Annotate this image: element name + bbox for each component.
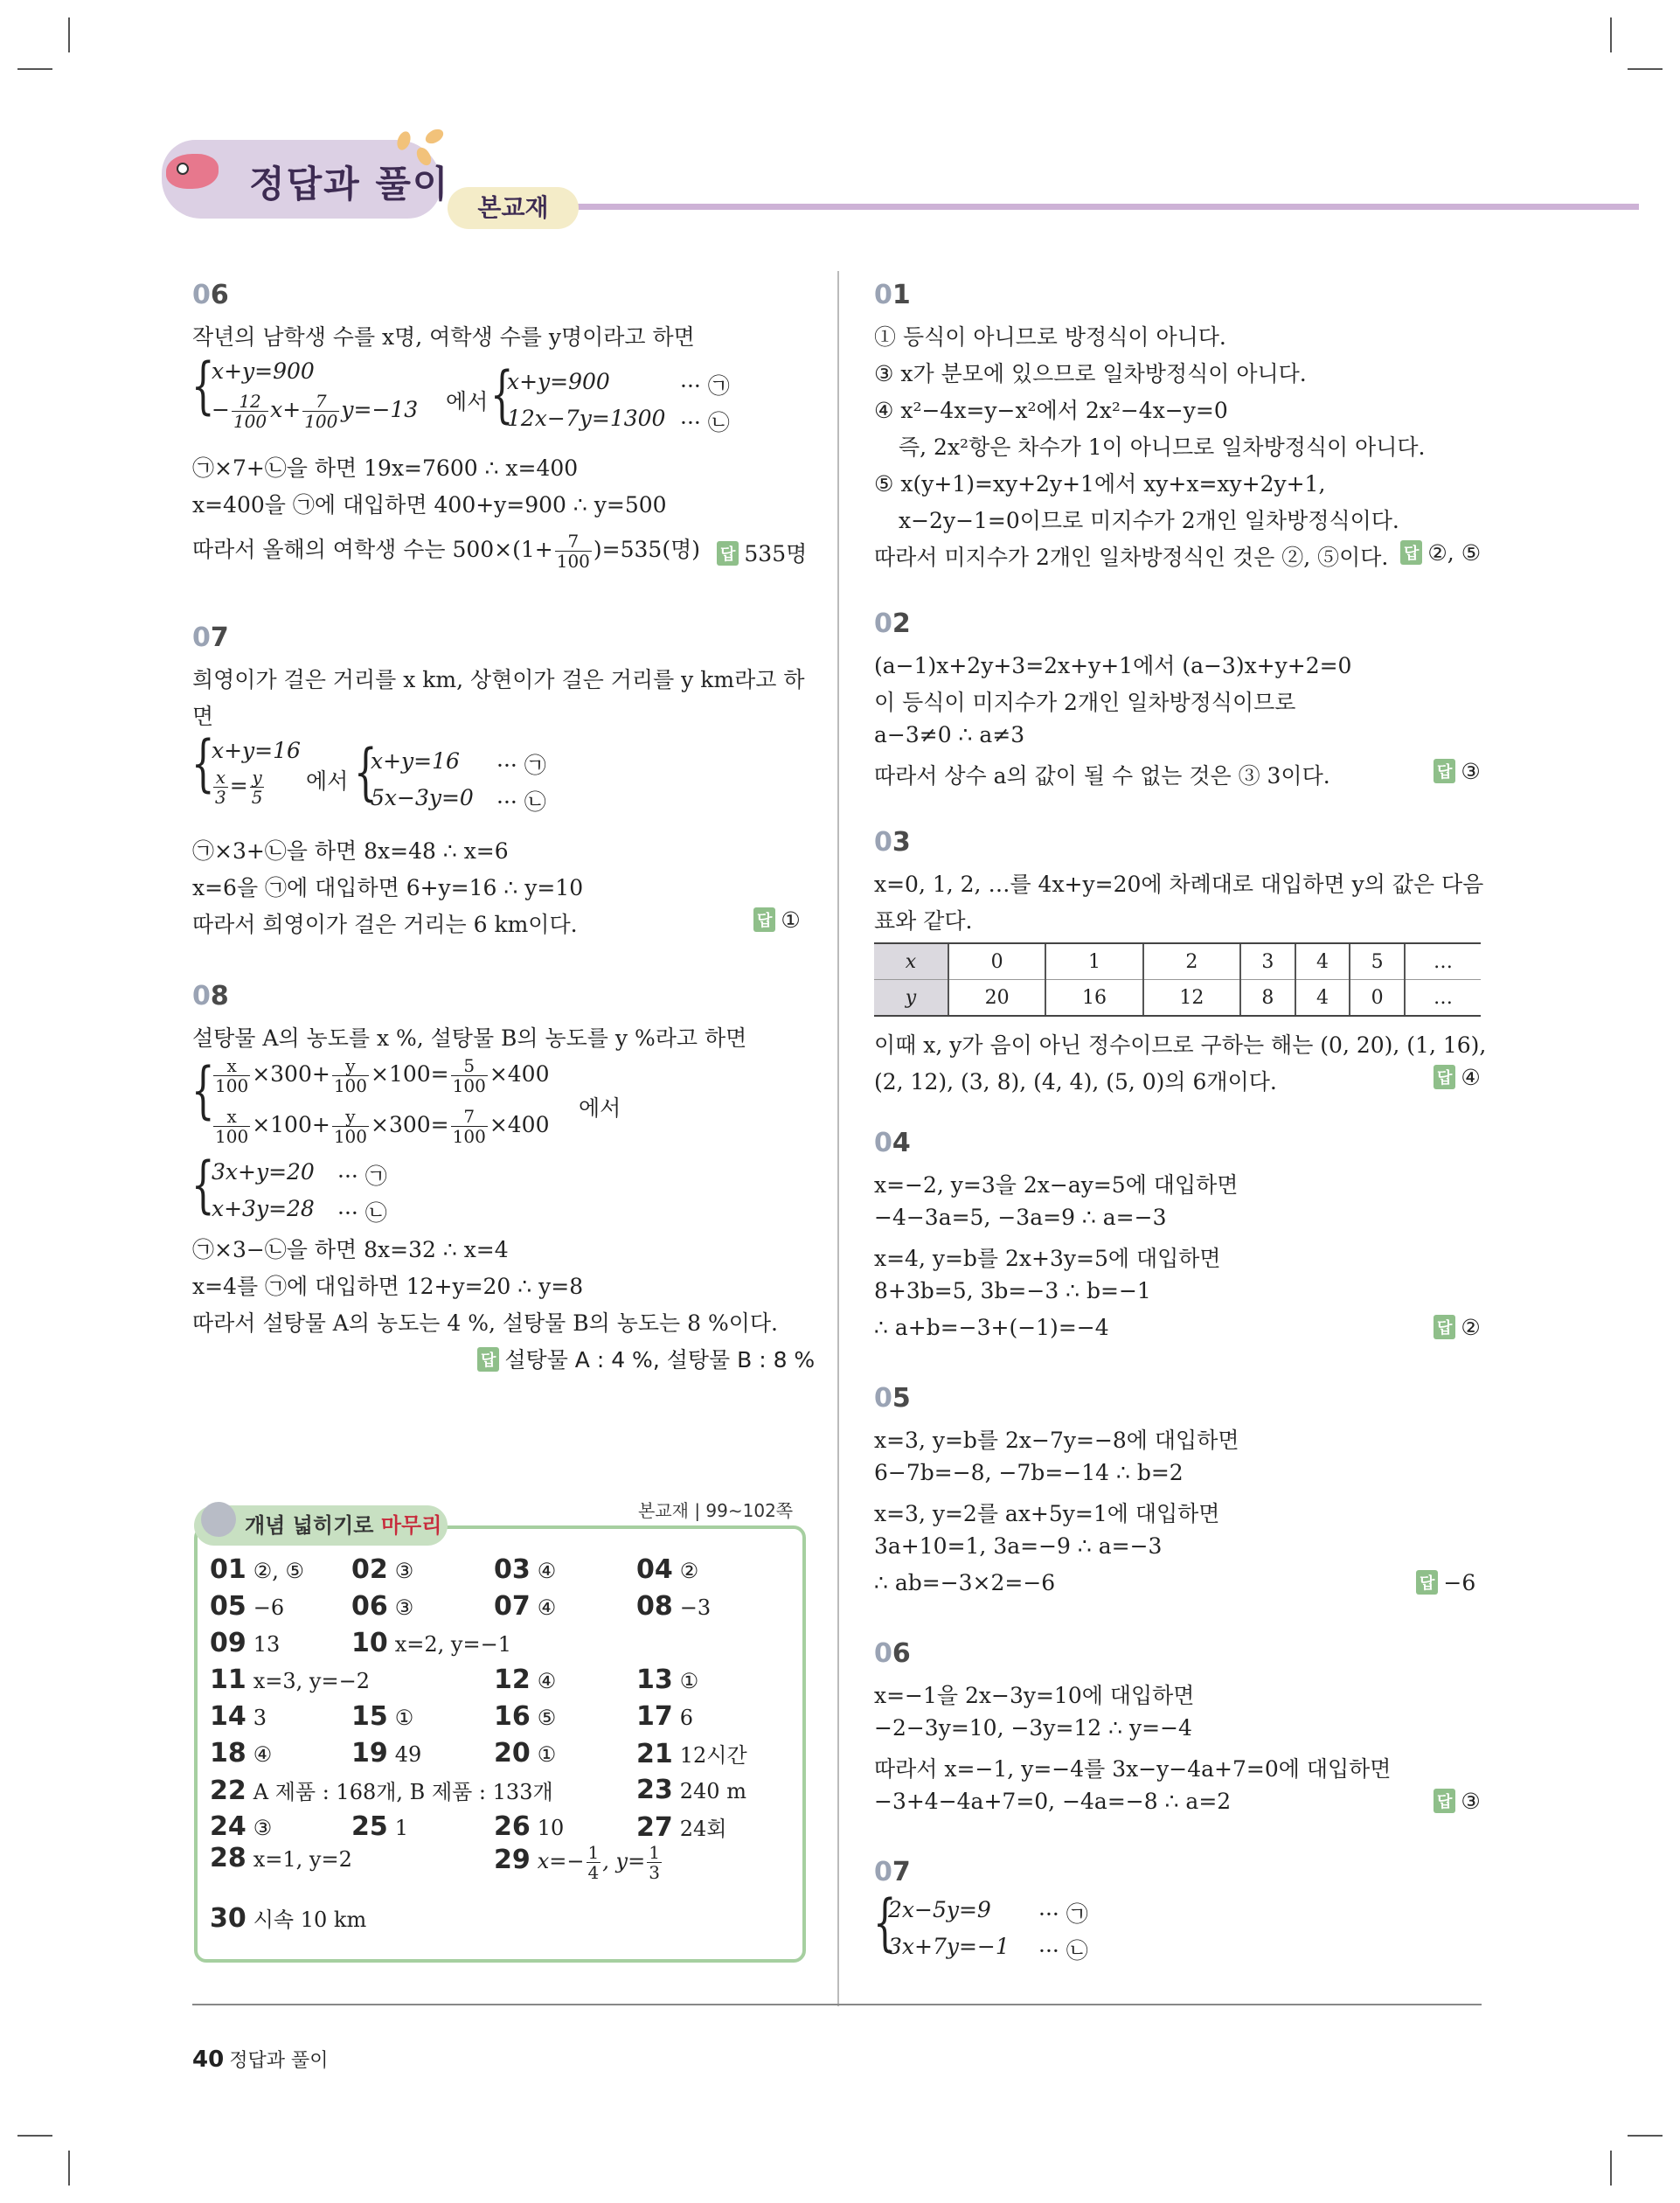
frac-den: 100 xyxy=(233,411,267,432)
equation: x+y=16 xyxy=(371,748,460,774)
text-line: 에서 xyxy=(446,389,489,414)
text-line: 8+3b=5, 3b=−3 ∴ b=−1 xyxy=(874,1278,1151,1303)
fraction xyxy=(213,1107,250,1146)
frac-num: x xyxy=(213,1056,250,1076)
text-line: 면 xyxy=(192,704,214,729)
item-answer: ④ xyxy=(537,1559,557,1583)
item-answer: −3 xyxy=(679,1595,712,1620)
frac-num: 7 xyxy=(302,392,339,412)
text-line: 희영이가 걸은 거리를 x km, 상현이가 걸은 거리를 y km라고 하 xyxy=(192,667,805,692)
equation-marker: ··· ㉡ xyxy=(1038,1938,1088,1963)
crop-mark xyxy=(1628,2135,1663,2137)
summary-item xyxy=(494,1591,556,1622)
column-divider xyxy=(837,271,839,2006)
frac-den: 100 xyxy=(304,411,338,432)
summary-item xyxy=(210,1664,370,1695)
eq-part: − xyxy=(212,397,230,422)
table-header-x: x xyxy=(874,943,948,980)
page-footer xyxy=(192,2046,328,2073)
eq-part: y=−13 xyxy=(341,397,419,422)
answer xyxy=(717,537,807,568)
item-number: 30 xyxy=(210,1903,246,1934)
brace: { xyxy=(191,727,215,799)
table-cell: 3 xyxy=(1240,943,1295,980)
fraction xyxy=(232,392,268,431)
table-cell: 12 xyxy=(1143,980,1240,1017)
answer-badge: 답 xyxy=(477,1347,499,1372)
fraction xyxy=(647,1843,662,1882)
problem-number: 07 xyxy=(874,1857,911,1887)
fraction xyxy=(302,392,339,431)
item-number: 22 xyxy=(210,1776,246,1806)
item-number: 28 xyxy=(210,1843,246,1873)
fraction xyxy=(451,1056,488,1095)
problem-number: 06 xyxy=(192,280,229,310)
brace: { xyxy=(191,350,215,421)
eq-part: ×400 xyxy=(489,1061,550,1087)
frac-num: 1 xyxy=(587,1842,600,1863)
text-line: 에서 xyxy=(306,768,349,794)
equation: 12x−7y=1300 xyxy=(507,406,666,431)
summary-item xyxy=(494,1701,556,1732)
text-line xyxy=(192,532,700,571)
frac-den: 4 xyxy=(587,1862,600,1883)
item-number: 27 xyxy=(636,1812,673,1843)
summary-item xyxy=(210,1775,553,1806)
problem-number: 08 xyxy=(192,981,229,1011)
fraction xyxy=(213,768,228,807)
item-number: 07 xyxy=(494,1591,531,1622)
answer xyxy=(1434,759,1481,784)
brace: { xyxy=(872,1887,897,1958)
equation xyxy=(212,392,418,431)
item-number: 26 xyxy=(494,1811,531,1842)
frac-num: x xyxy=(213,768,228,788)
equation-marker: ··· ㉡ xyxy=(680,410,730,435)
item-number: 09 xyxy=(210,1628,246,1658)
eq-part: ×100= xyxy=(371,1061,449,1087)
summary-item xyxy=(494,1738,556,1769)
summary-item xyxy=(636,1738,747,1769)
problem-number: 06 xyxy=(874,1638,911,1669)
summary-tab-label: 개념 넓히기로 xyxy=(245,1513,374,1538)
item-number: 02 xyxy=(351,1554,388,1585)
text-line: 이때 x, y가 음이 아닌 정수이므로 구하는 해는 (0, 20), (1, 16), xyxy=(874,1032,1487,1058)
fraction xyxy=(451,1107,488,1146)
text-line: 6−7b=−8, −7b=−14 ∴ b=2 xyxy=(874,1460,1184,1485)
summary-item xyxy=(636,1664,698,1695)
equation-marker: ··· ㉡ xyxy=(337,1200,387,1226)
text-line: −4−3a=5, −3a=9 ∴ a=−3 xyxy=(874,1205,1167,1230)
answer-badge: 답 xyxy=(1416,1570,1438,1595)
footer-label: 정답과 풀이 xyxy=(229,2050,329,2072)
frac-num: 7 xyxy=(451,1107,488,1127)
item-answer: 10 xyxy=(537,1816,565,1840)
text-line: 이 등식이 미지수가 2개인 일차방정식이므로 xyxy=(874,690,1296,715)
item-number: 05 xyxy=(210,1591,246,1622)
text-line: x=3, y=b를 2x−7y=−8에 대입하면 xyxy=(874,1428,1239,1453)
text-line: x−2y−1=0이므로 미지수가 2개인 일차방정식이다. xyxy=(899,508,1399,533)
frac-num: x xyxy=(213,1107,250,1127)
summary-item xyxy=(210,1843,352,1873)
summary-item xyxy=(210,1811,272,1842)
problem-number: 05 xyxy=(874,1383,911,1414)
text-line: ㉠×3−㉡을 하면 8x=32 ∴ x=4 xyxy=(192,1237,509,1262)
fish-eye-icon xyxy=(177,163,189,175)
text-part: 따라서 올해의 여학생 수는 500×(1+ xyxy=(192,537,553,562)
table-cell: 5 xyxy=(1350,943,1405,980)
answer-text: −6 xyxy=(1443,1570,1476,1595)
summary-item xyxy=(494,1843,663,1882)
header-rule xyxy=(455,204,1639,210)
problem-number: 02 xyxy=(874,608,911,639)
item-answer: 24회 xyxy=(679,1817,727,1841)
text-line: 에서 xyxy=(579,1095,621,1121)
text-line: 따라서 미지수가 2개인 일차방정식인 것은 ②, ⑤이다. xyxy=(874,545,1389,570)
text-line: x=−1을 2x−3y=10에 대입하면 xyxy=(874,1683,1195,1708)
answer-text: ③ xyxy=(1461,1789,1481,1814)
page-number: 40 xyxy=(192,2047,225,2073)
item-number: 08 xyxy=(636,1591,673,1622)
text-line: 3a+10=1, 3a=−9 ∴ a=−3 xyxy=(874,1533,1163,1559)
fraction xyxy=(213,1056,250,1095)
answer-text: ③ xyxy=(1461,759,1481,784)
equation: x+3y=28 xyxy=(212,1196,315,1221)
equation-marker: ··· ㉠ xyxy=(1038,1901,1088,1927)
summary-item xyxy=(351,1811,408,1842)
item-answer: 3 xyxy=(253,1706,267,1730)
summary-item xyxy=(210,1701,267,1732)
item-answer: −6 xyxy=(253,1595,285,1620)
answer-text: ②, ⑤ xyxy=(1427,540,1482,566)
item-number: 20 xyxy=(494,1738,531,1769)
table-cell: 0 xyxy=(1350,980,1405,1017)
summary-item xyxy=(210,1554,304,1585)
text-line: 따라서 희영이가 걸은 거리는 6 km이다. xyxy=(192,912,578,937)
equation xyxy=(212,1056,549,1095)
table-cell: 16 xyxy=(1045,980,1142,1017)
problem-number: 07 xyxy=(192,622,229,653)
eq-part: ×300+ xyxy=(252,1061,330,1087)
item-answer: A 제품 : 168개, B 제품 : 133개 xyxy=(253,1780,553,1804)
item-answer: ⑤ xyxy=(537,1706,557,1730)
fraction xyxy=(555,532,592,571)
summary-item xyxy=(494,1554,556,1585)
fraction xyxy=(250,768,265,807)
answer xyxy=(1400,540,1481,566)
item-answer: , y= xyxy=(602,1849,646,1873)
item-answer: ③ xyxy=(394,1595,414,1620)
summary-item xyxy=(636,1811,726,1843)
table-row xyxy=(874,943,1481,980)
summary-item xyxy=(210,1902,366,1934)
equation: 3x+7y=−1 xyxy=(888,1934,1010,1959)
frac-den: 100 xyxy=(215,1126,249,1147)
item-number: 29 xyxy=(494,1845,531,1875)
frac-num: y xyxy=(250,768,265,788)
section-tag: 본교재 xyxy=(448,187,579,229)
item-answer: ②, ⑤ xyxy=(253,1559,305,1583)
value-table xyxy=(874,942,1481,1017)
frac-den: 100 xyxy=(333,1126,367,1147)
equation: x+y=16 xyxy=(212,738,301,763)
equation xyxy=(212,1107,549,1146)
answer xyxy=(1434,1315,1481,1340)
text-line: −2−3y=10, −3y=12 ∴ y=−4 xyxy=(874,1715,1192,1741)
page-title: 정답과 풀이 xyxy=(249,163,450,205)
answer-text: 535명 xyxy=(744,541,808,566)
item-answer: 시속 10 km xyxy=(253,1908,367,1932)
fraction xyxy=(332,1107,369,1146)
answer-text: ① xyxy=(781,907,801,933)
answer-badge: 답 xyxy=(1434,759,1455,783)
fraction xyxy=(587,1843,601,1882)
text-line: 즉, 2x²항은 차수가 1이 아니므로 일차방정식이 아니다. xyxy=(899,434,1426,460)
text-line: ∴ ab=−3×2=−6 xyxy=(874,1570,1056,1595)
text-line: 따라서 상수 a의 값이 될 수 없는 것은 ③ 3이다. xyxy=(874,763,1330,789)
item-number: 10 xyxy=(351,1628,388,1658)
frac-num: 5 xyxy=(451,1056,488,1076)
text-line: −3+4−4a+7=0, −4a=−8 ∴ a=2 xyxy=(874,1789,1232,1814)
eq-part: ×300= xyxy=(371,1112,449,1137)
eq-part: ×100+ xyxy=(252,1112,330,1137)
text-line: x=4, y=b를 2x+3y=5에 대입하면 xyxy=(874,1246,1221,1271)
item-number: 23 xyxy=(636,1775,673,1805)
answer-badge: 답 xyxy=(1434,1315,1455,1339)
text-line: ① 등식이 아니므로 방정식이 아니다. xyxy=(874,324,1226,350)
frac-den: 100 xyxy=(556,551,590,572)
eq-part: x+ xyxy=(270,397,302,422)
frac-den: 100 xyxy=(215,1075,249,1096)
summary-item xyxy=(210,1738,272,1769)
answer xyxy=(477,1343,815,1374)
frac-num: 1 xyxy=(649,1842,660,1863)
item-answer: 6 xyxy=(679,1706,694,1730)
answer-badge: 답 xyxy=(1434,1065,1455,1089)
summary-item xyxy=(494,1811,564,1842)
answer-text: ④ xyxy=(1461,1065,1481,1090)
frac-num: y xyxy=(332,1107,369,1127)
table-cell: 8 xyxy=(1240,980,1295,1017)
item-answer: ④ xyxy=(253,1742,273,1767)
summary-item xyxy=(636,1554,698,1585)
frac-den: 5 xyxy=(251,787,263,808)
crop-mark xyxy=(1628,68,1663,70)
text-line: a−3≠0 ∴ a≠3 xyxy=(874,722,1025,747)
answer-badge: 답 xyxy=(1434,1789,1455,1813)
summary-item xyxy=(351,1738,421,1769)
summary-item xyxy=(351,1701,413,1732)
brace: { xyxy=(191,1054,215,1126)
frac-num: 12 xyxy=(232,392,268,412)
table-cell: … xyxy=(1405,980,1481,1017)
equation-marker: ··· ㉠ xyxy=(337,1164,387,1189)
summary-item xyxy=(210,1591,284,1622)
text-line: ㉠×3+㉡을 하면 8x=48 ∴ x=6 xyxy=(192,838,509,864)
equation: x+y=900 xyxy=(212,358,315,384)
fish-icon xyxy=(166,154,219,189)
frac-num: 7 xyxy=(555,532,592,552)
item-number: 19 xyxy=(351,1738,388,1769)
answer xyxy=(1434,1065,1481,1090)
table-cell: 0 xyxy=(948,943,1045,980)
item-answer: x=− xyxy=(537,1849,585,1873)
text-part: )=535(명) xyxy=(593,537,700,562)
summary-item xyxy=(351,1628,511,1658)
summary-item xyxy=(351,1554,413,1585)
frac-den: 100 xyxy=(452,1075,486,1096)
table-header-y: y xyxy=(874,980,948,1017)
item-answer: 49 xyxy=(394,1742,422,1767)
crop-mark xyxy=(68,17,70,52)
text-line: x=400을 ㉠에 대입하면 400+y=900 ∴ y=500 xyxy=(192,492,667,518)
crop-mark xyxy=(1610,17,1612,52)
text-line: 따라서 x=−1, y=−4를 3x−y−4a+7=0에 대입하면 xyxy=(874,1756,1392,1782)
item-number: 25 xyxy=(351,1811,388,1842)
item-answer: ① xyxy=(679,1669,699,1693)
eq-part: = xyxy=(229,773,248,798)
crop-mark xyxy=(68,2151,70,2186)
frac-den: 3 xyxy=(649,1862,660,1883)
item-answer: 240 m xyxy=(679,1779,746,1803)
text-line: 따라서 설탕물 A의 농도는 4 %, 설탕물 B의 농도는 8 %이다. xyxy=(192,1310,778,1336)
equation-marker: ··· ㉡ xyxy=(496,789,546,815)
item-number: 06 xyxy=(351,1591,388,1622)
crop-mark xyxy=(1610,2151,1612,2186)
equation xyxy=(212,768,266,807)
frac-den: 3 xyxy=(215,787,226,808)
text-line: (2, 12), (3, 8), (4, 4), (5, 0)의 6개이다. xyxy=(874,1069,1277,1095)
summary-item xyxy=(636,1775,746,1805)
leaf-icon xyxy=(423,126,446,146)
answer-badge: 답 xyxy=(717,541,739,566)
table-row xyxy=(874,980,1481,1017)
frac-den: 100 xyxy=(333,1075,367,1096)
summary-item xyxy=(210,1628,280,1658)
answer-badge: 답 xyxy=(753,907,775,932)
answer-text: ② xyxy=(1461,1315,1481,1340)
summary-item xyxy=(351,1591,413,1622)
text-line: x=4를 ㉠에 대입하면 12+y=20 ∴ y=8 xyxy=(192,1274,584,1299)
item-number: 16 xyxy=(494,1701,531,1732)
text-line: ④ x²−4x=y−x²에서 2x²−4x−y=0 xyxy=(874,398,1228,423)
item-answer: 12시간 xyxy=(679,1743,747,1768)
elephant-icon xyxy=(201,1502,236,1537)
brace: { xyxy=(191,1149,215,1220)
equation: 5x−3y=0 xyxy=(371,785,474,810)
text-line: 설탕물 A의 농도를 x %, 설탕물 B의 농도를 y %라고 하면 xyxy=(192,1025,747,1051)
item-answer: ③ xyxy=(394,1559,414,1583)
textbook-reference: 본교재 | 99∼102쪽 xyxy=(638,1500,794,1521)
text-line: x=3, y=2를 ax+5y=1에 대입하면 xyxy=(874,1501,1220,1526)
problem-number: 04 xyxy=(874,1128,911,1158)
text-line: x=0, 1, 2, …를 4x+y=20에 차례대로 대입하면 y의 값은 다음 xyxy=(874,872,1484,897)
item-answer: ② xyxy=(679,1559,699,1583)
eq-part: ×400 xyxy=(489,1112,550,1137)
table-cell: 4 xyxy=(1295,980,1350,1017)
brace: { xyxy=(489,358,514,430)
equation-marker: ··· ㉠ xyxy=(680,373,730,399)
problem-number: 03 xyxy=(874,827,911,858)
answer-badge: 답 xyxy=(1400,540,1422,565)
crop-mark xyxy=(17,68,52,70)
problem-number: 01 xyxy=(874,280,911,310)
equation: x+y=900 xyxy=(507,369,610,394)
fraction xyxy=(332,1056,369,1095)
item-number: 15 xyxy=(351,1701,388,1732)
text-line: ∴ a+b=−3+(−1)=−4 xyxy=(874,1315,1109,1340)
item-answer: ① xyxy=(394,1706,414,1730)
item-number: 03 xyxy=(494,1554,531,1585)
table-cell: … xyxy=(1405,943,1481,980)
text-line: 표와 같다. xyxy=(874,908,973,934)
text-line: 작년의 남학생 수를 x명, 여학생 수를 y명이라고 하면 xyxy=(192,324,695,350)
item-answer: x=1, y=2 xyxy=(253,1847,352,1872)
text-line: x=6을 ㉠에 대입하면 6+y=16 ∴ y=10 xyxy=(192,875,584,900)
summary-tab-highlight: 마무리 xyxy=(380,1513,442,1538)
answer xyxy=(1416,1570,1475,1595)
table-cell: 4 xyxy=(1295,943,1350,980)
item-number: 12 xyxy=(494,1664,531,1695)
bottom-rule xyxy=(192,2004,1482,2005)
equation: 3x+y=20 xyxy=(212,1159,315,1185)
item-answer: ① xyxy=(537,1742,557,1767)
equation-marker: ··· ㉠ xyxy=(496,753,546,778)
item-answer: x=2, y=−1 xyxy=(394,1632,511,1657)
item-number: 04 xyxy=(636,1554,673,1585)
item-number: 21 xyxy=(636,1739,673,1769)
item-number: 18 xyxy=(210,1738,246,1769)
equation: 2x−5y=9 xyxy=(888,1897,991,1922)
item-number: 01 xyxy=(210,1554,246,1585)
text-line: ㉠×7+㉡을 하면 19x=7600 ∴ x=400 xyxy=(192,455,579,481)
text-line: ⑤ x(y+1)=xy+2y+1에서 xy+x=xy+2y+1, xyxy=(874,471,1326,497)
frac-num: y xyxy=(332,1056,369,1076)
table-cell: 2 xyxy=(1143,943,1240,980)
item-number: 14 xyxy=(210,1701,246,1732)
item-number: 11 xyxy=(210,1664,246,1695)
item-number: 13 xyxy=(636,1664,673,1695)
item-answer: 13 xyxy=(253,1632,281,1657)
answer xyxy=(1434,1789,1481,1814)
frac-den: 100 xyxy=(452,1126,486,1147)
text-line: (a−1)x+2y+3=2x+y+1에서 (a−3)x+y+2=0 xyxy=(874,653,1352,678)
text-line: ③ x가 분모에 있으므로 일차방정식이 아니다. xyxy=(874,361,1307,386)
crop-mark xyxy=(17,2135,52,2137)
item-answer: ③ xyxy=(253,1816,273,1840)
summary-item xyxy=(636,1591,711,1622)
item-answer: x=3, y=−2 xyxy=(253,1669,370,1693)
answer-text: 설탕물 A : 4 %, 설탕물 B : 8 % xyxy=(504,1347,816,1373)
item-number: 17 xyxy=(636,1701,673,1732)
brace: { xyxy=(353,736,378,808)
table-cell: 20 xyxy=(948,980,1045,1017)
summary-item xyxy=(494,1664,556,1695)
item-answer: 1 xyxy=(394,1816,409,1840)
item-answer: ④ xyxy=(537,1595,557,1620)
text-line: x=−2, y=3을 2x−ay=5에 대입하면 xyxy=(874,1172,1239,1198)
answer xyxy=(753,907,801,933)
item-number: 24 xyxy=(210,1811,246,1842)
summary-item xyxy=(636,1701,693,1732)
table-cell: 1 xyxy=(1045,943,1142,980)
item-answer: ④ xyxy=(537,1669,557,1693)
